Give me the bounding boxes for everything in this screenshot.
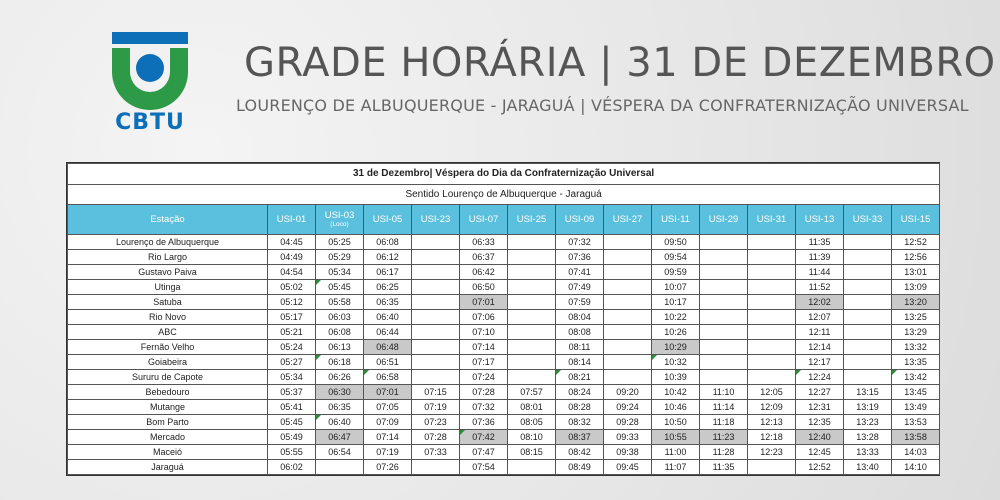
station-column-header: Estação: [68, 205, 268, 235]
time-cell: 12:02: [796, 295, 844, 310]
time-cell: 13:42: [892, 370, 940, 385]
time-cell: 11:23: [700, 430, 748, 445]
time-cell: 13:23: [844, 415, 892, 430]
time-cell: 08:24: [556, 385, 604, 400]
time-cell: [700, 355, 748, 370]
station-name: Rio Largo: [68, 250, 268, 265]
table-row: [68, 250, 940, 265]
station-name: Satuba: [68, 295, 268, 310]
time-cell: 12:18: [748, 430, 796, 445]
time-cell: 11:07: [652, 460, 700, 475]
time-cell: 10:17: [652, 295, 700, 310]
time-cell: 07:54: [460, 460, 508, 475]
time-cell: [748, 295, 796, 310]
time-cell: 12:31: [796, 400, 844, 415]
time-cell: 07:09: [364, 415, 412, 430]
time-cell: 07:01: [364, 385, 412, 400]
time-cell: 11:35: [700, 460, 748, 475]
time-cell: 07:36: [556, 250, 604, 265]
train-column-header: [412, 205, 460, 235]
time-cell: 06:44: [364, 325, 412, 340]
time-cell: 06:30: [316, 385, 364, 400]
table-row: [68, 355, 940, 370]
time-cell: [412, 295, 460, 310]
page-subtitle: LOURENÇO DE ALBUQUERQUE - JARAGUÁ | VÉSPERA DA CONFRATERNIZAÇÃO UNIVERSAL: [236, 96, 969, 115]
time-cell: [412, 280, 460, 295]
time-cell: 07:47: [460, 445, 508, 460]
time-cell: 07:19: [364, 445, 412, 460]
time-cell: 13:49: [892, 400, 940, 415]
time-cell: 13:53: [892, 415, 940, 430]
time-cell: 07:17: [460, 355, 508, 370]
table-row: [68, 325, 940, 340]
time-cell: 12:07: [796, 310, 844, 325]
time-cell: 08:37: [556, 430, 604, 445]
table-row: [68, 280, 940, 295]
train-id: USI-29: [708, 214, 739, 225]
train-column-header: [316, 205, 364, 235]
time-cell: 08:08: [556, 325, 604, 340]
table-direction: Sentido Lourenço de Albuquerque - Jaraguá: [68, 185, 940, 205]
time-cell: 13:40: [844, 460, 892, 475]
time-cell: 11:44: [796, 265, 844, 280]
time-cell: 11:28: [700, 445, 748, 460]
time-cell: 06:35: [364, 295, 412, 310]
schedule-table: [67, 163, 940, 475]
time-cell: 12:27: [796, 385, 844, 400]
time-cell: 08:05: [508, 415, 556, 430]
time-cell: [700, 250, 748, 265]
time-cell: 13:29: [892, 325, 940, 340]
time-cell: 06:18: [316, 355, 364, 370]
table-row: [68, 400, 940, 415]
time-cell: 13:01: [892, 265, 940, 280]
time-cell: 07:59: [556, 295, 604, 310]
time-cell: 06:03: [316, 310, 364, 325]
time-cell: 11:00: [652, 445, 700, 460]
time-cell: 05:21: [268, 325, 316, 340]
direction-row: [68, 185, 940, 205]
time-cell: 05:55: [268, 445, 316, 460]
time-cell: [412, 310, 460, 325]
train-column-header: [700, 205, 748, 235]
time-cell: [508, 235, 556, 250]
time-cell: [844, 370, 892, 385]
train-column-header: [844, 205, 892, 235]
station-name: Lourenço de Albuquerque: [68, 235, 268, 250]
time-cell: [748, 310, 796, 325]
train-column-header: [796, 205, 844, 235]
time-cell: 14:03: [892, 445, 940, 460]
time-cell: 06:08: [316, 325, 364, 340]
time-cell: [748, 340, 796, 355]
train-id: USI-05: [372, 214, 403, 225]
train-column-header: [268, 205, 316, 235]
train-id: USI-23: [420, 214, 451, 225]
time-cell: 06:13: [316, 340, 364, 355]
time-cell: 06:26: [316, 370, 364, 385]
time-cell: [508, 340, 556, 355]
time-cell: 05:58: [316, 295, 364, 310]
time-cell: 12:52: [796, 460, 844, 475]
time-cell: [604, 310, 652, 325]
time-cell: 08:10: [508, 430, 556, 445]
time-cell: 11:39: [796, 250, 844, 265]
time-cell: [604, 295, 652, 310]
time-cell: [700, 310, 748, 325]
time-cell: [700, 325, 748, 340]
time-cell: 11:10: [700, 385, 748, 400]
time-cell: [316, 460, 364, 475]
train-column-header: [892, 205, 940, 235]
station-name: Rio Novo: [68, 310, 268, 325]
time-cell: 06:12: [364, 250, 412, 265]
time-cell: 10:46: [652, 400, 700, 415]
time-cell: 07:49: [556, 280, 604, 295]
time-cell: [604, 280, 652, 295]
station-name: Mercado: [68, 430, 268, 445]
time-cell: [748, 460, 796, 475]
time-cell: 05:45: [316, 280, 364, 295]
time-cell: 05:41: [268, 400, 316, 415]
time-cell: 07:01: [460, 295, 508, 310]
time-cell: 12:23: [748, 445, 796, 460]
time-cell: 10:29: [652, 340, 700, 355]
time-cell: 06:54: [316, 445, 364, 460]
time-cell: 09:38: [604, 445, 652, 460]
time-cell: 09:50: [652, 235, 700, 250]
time-cell: 05:34: [268, 370, 316, 385]
time-cell: [508, 355, 556, 370]
time-cell: 07:26: [364, 460, 412, 475]
time-cell: 07:14: [364, 430, 412, 445]
time-cell: [700, 235, 748, 250]
time-cell: 07:42: [460, 430, 508, 445]
time-cell: 12:24: [796, 370, 844, 385]
time-cell: 06:25: [364, 280, 412, 295]
time-cell: 12:56: [892, 250, 940, 265]
time-cell: 06:40: [364, 310, 412, 325]
train-column-header: [652, 205, 700, 235]
time-cell: [412, 370, 460, 385]
table-row: [68, 385, 940, 400]
time-cell: 06:50: [460, 280, 508, 295]
time-cell: [412, 265, 460, 280]
train-column-header: [604, 205, 652, 235]
train-column-header: [508, 205, 556, 235]
time-cell: [604, 370, 652, 385]
train-id: USI-31: [756, 214, 787, 225]
time-cell: 13:28: [844, 430, 892, 445]
time-cell: 06:48: [364, 340, 412, 355]
time-cell: 06:42: [460, 265, 508, 280]
time-cell: 12:09: [748, 400, 796, 415]
station-name: Goiabeira: [68, 355, 268, 370]
time-cell: 06:35: [316, 400, 364, 415]
time-cell: 10:07: [652, 280, 700, 295]
time-cell: 07:28: [460, 385, 508, 400]
station-name: Gustavo Paiva: [68, 265, 268, 280]
time-cell: [604, 355, 652, 370]
time-cell: 09:33: [604, 430, 652, 445]
time-cell: [412, 340, 460, 355]
train-column-header: [460, 205, 508, 235]
time-cell: [844, 310, 892, 325]
time-cell: 11:18: [700, 415, 748, 430]
station-name: ABC: [68, 325, 268, 340]
time-cell: 12:11: [796, 325, 844, 340]
time-cell: [844, 340, 892, 355]
table-row: [68, 295, 940, 310]
time-cell: [844, 235, 892, 250]
train-id: USI-01: [276, 214, 307, 225]
time-cell: 10:39: [652, 370, 700, 385]
time-cell: [412, 250, 460, 265]
time-cell: [748, 235, 796, 250]
time-cell: [412, 355, 460, 370]
time-cell: 12:14: [796, 340, 844, 355]
time-cell: [700, 370, 748, 385]
time-cell: 08:42: [556, 445, 604, 460]
time-cell: 08:04: [556, 310, 604, 325]
train-id: USI-15: [900, 214, 931, 225]
time-cell: 14:10: [892, 460, 940, 475]
time-cell: 06:37: [460, 250, 508, 265]
time-cell: [748, 280, 796, 295]
table-caption: 31 de Dezembro| Véspera do Dia da Confraternização Universal: [68, 164, 940, 185]
time-cell: 08:01: [508, 400, 556, 415]
time-cell: 05:29: [316, 250, 364, 265]
train-id: USI-27: [612, 214, 643, 225]
table-row: [68, 415, 940, 430]
time-cell: 08:28: [556, 400, 604, 415]
time-cell: 10:42: [652, 385, 700, 400]
caption-row: [68, 164, 940, 185]
train-column-header: [556, 205, 604, 235]
train-id: USI-03: [324, 210, 355, 221]
time-cell: 07:19: [412, 400, 460, 415]
time-cell: 08:49: [556, 460, 604, 475]
time-cell: [700, 265, 748, 280]
time-cell: [508, 250, 556, 265]
time-cell: 12:35: [796, 415, 844, 430]
time-cell: [604, 235, 652, 250]
time-cell: 05:37: [268, 385, 316, 400]
time-cell: [844, 265, 892, 280]
time-cell: 12:52: [892, 235, 940, 250]
time-cell: 05:34: [316, 265, 364, 280]
time-cell: 05:02: [268, 280, 316, 295]
table-row: [68, 430, 940, 445]
time-cell: [508, 295, 556, 310]
time-cell: 11:52: [796, 280, 844, 295]
table-row: [68, 265, 940, 280]
time-cell: 04:54: [268, 265, 316, 280]
time-cell: 13:33: [844, 445, 892, 460]
time-cell: [508, 460, 556, 475]
time-cell: 07:14: [460, 340, 508, 355]
station-name: Utinga: [68, 280, 268, 295]
time-cell: 13:19: [844, 400, 892, 415]
time-cell: 06:47: [316, 430, 364, 445]
time-cell: 07:10: [460, 325, 508, 340]
table-row: [68, 310, 940, 325]
train-id: USI-07: [468, 214, 499, 225]
time-cell: [700, 340, 748, 355]
time-cell: 05:49: [268, 430, 316, 445]
time-cell: 05:17: [268, 310, 316, 325]
train-id: USI-33: [852, 214, 883, 225]
time-cell: 11:14: [700, 400, 748, 415]
time-cell: 13:32: [892, 340, 940, 355]
schedule-table-container: [66, 162, 940, 476]
time-cell: 06:17: [364, 265, 412, 280]
time-cell: 05:27: [268, 355, 316, 370]
time-cell: 10:22: [652, 310, 700, 325]
time-cell: 08:32: [556, 415, 604, 430]
time-cell: [508, 280, 556, 295]
time-cell: [604, 265, 652, 280]
time-cell: 08:15: [508, 445, 556, 460]
time-cell: [604, 340, 652, 355]
time-cell: [412, 460, 460, 475]
time-cell: 07:23: [412, 415, 460, 430]
train-column-header: [748, 205, 796, 235]
page-title: GRADE HORÁRIA | 31 DE DEZEMBRO: [244, 40, 996, 86]
time-cell: 06:40: [316, 415, 364, 430]
train-id: USI-11: [661, 214, 690, 225]
station-name: Mutange: [68, 400, 268, 415]
time-cell: 12:40: [796, 430, 844, 445]
time-cell: 07:24: [460, 370, 508, 385]
time-cell: 13:35: [892, 355, 940, 370]
time-cell: [844, 295, 892, 310]
time-cell: [844, 325, 892, 340]
header-row: [68, 205, 940, 235]
time-cell: 09:20: [604, 385, 652, 400]
time-cell: 10:26: [652, 325, 700, 340]
time-cell: [508, 310, 556, 325]
time-cell: 07:05: [364, 400, 412, 415]
time-cell: 05:24: [268, 340, 316, 355]
train-id: USI-09: [564, 214, 595, 225]
time-cell: 05:12: [268, 295, 316, 310]
time-cell: 07:57: [508, 385, 556, 400]
time-cell: [412, 325, 460, 340]
logo-text: CBTU: [115, 110, 185, 135]
time-cell: 09:24: [604, 400, 652, 415]
time-cell: [844, 280, 892, 295]
train-id: USI-25: [516, 214, 547, 225]
time-cell: 07:32: [556, 235, 604, 250]
time-cell: 13:15: [844, 385, 892, 400]
time-cell: 10:32: [652, 355, 700, 370]
time-cell: [604, 325, 652, 340]
time-cell: 12:45: [796, 445, 844, 460]
train-id: USI-13: [804, 214, 835, 225]
time-cell: 09:28: [604, 415, 652, 430]
train-note: (Loco): [330, 221, 349, 228]
time-cell: 08:14: [556, 355, 604, 370]
time-cell: 08:11: [556, 340, 604, 355]
time-cell: 13:45: [892, 385, 940, 400]
time-cell: 07:41: [556, 265, 604, 280]
time-cell: 09:45: [604, 460, 652, 475]
time-cell: [748, 370, 796, 385]
time-cell: [508, 370, 556, 385]
station-name: Sururu de Capote: [68, 370, 268, 385]
time-cell: [748, 250, 796, 265]
station-name: Jaraguá: [68, 460, 268, 475]
time-cell: 06:51: [364, 355, 412, 370]
time-cell: [748, 325, 796, 340]
time-cell: [508, 325, 556, 340]
station-name: Fernão Velho: [68, 340, 268, 355]
station-name: Bom Parto: [68, 415, 268, 430]
time-cell: 07:32: [460, 400, 508, 415]
time-cell: 07:06: [460, 310, 508, 325]
time-cell: [700, 280, 748, 295]
time-cell: 09:59: [652, 265, 700, 280]
time-cell: [508, 265, 556, 280]
time-cell: [748, 265, 796, 280]
time-cell: [604, 250, 652, 265]
time-cell: [844, 250, 892, 265]
station-name: Bebedouro: [68, 385, 268, 400]
time-cell: 04:45: [268, 235, 316, 250]
time-cell: 12:05: [748, 385, 796, 400]
time-cell: 07:33: [412, 445, 460, 460]
time-cell: [700, 295, 748, 310]
time-cell: 06:58: [364, 370, 412, 385]
table-row: [68, 460, 940, 475]
station-name: Maceió: [68, 445, 268, 460]
time-cell: 04:49: [268, 250, 316, 265]
time-cell: 06:33: [460, 235, 508, 250]
time-cell: 10:55: [652, 430, 700, 445]
time-cell: 12:13: [748, 415, 796, 430]
table-row: [68, 370, 940, 385]
time-cell: 07:28: [412, 430, 460, 445]
table-row: [68, 445, 940, 460]
time-cell: 05:45: [268, 415, 316, 430]
train-column-header: [364, 205, 412, 235]
time-cell: 10:50: [652, 415, 700, 430]
time-cell: 07:36: [460, 415, 508, 430]
time-cell: 13:20: [892, 295, 940, 310]
time-cell: 05:25: [316, 235, 364, 250]
time-cell: 06:08: [364, 235, 412, 250]
time-cell: 11:35: [796, 235, 844, 250]
time-cell: 12:17: [796, 355, 844, 370]
time-cell: 07:15: [412, 385, 460, 400]
time-cell: 13:25: [892, 310, 940, 325]
time-cell: 06:02: [268, 460, 316, 475]
time-cell: [412, 235, 460, 250]
time-cell: [844, 355, 892, 370]
time-cell: 13:58: [892, 430, 940, 445]
time-cell: 13:09: [892, 280, 940, 295]
time-cell: 08:21: [556, 370, 604, 385]
time-cell: 09:54: [652, 250, 700, 265]
time-cell: [748, 355, 796, 370]
table-row: [68, 340, 940, 355]
table-row: [68, 235, 940, 250]
